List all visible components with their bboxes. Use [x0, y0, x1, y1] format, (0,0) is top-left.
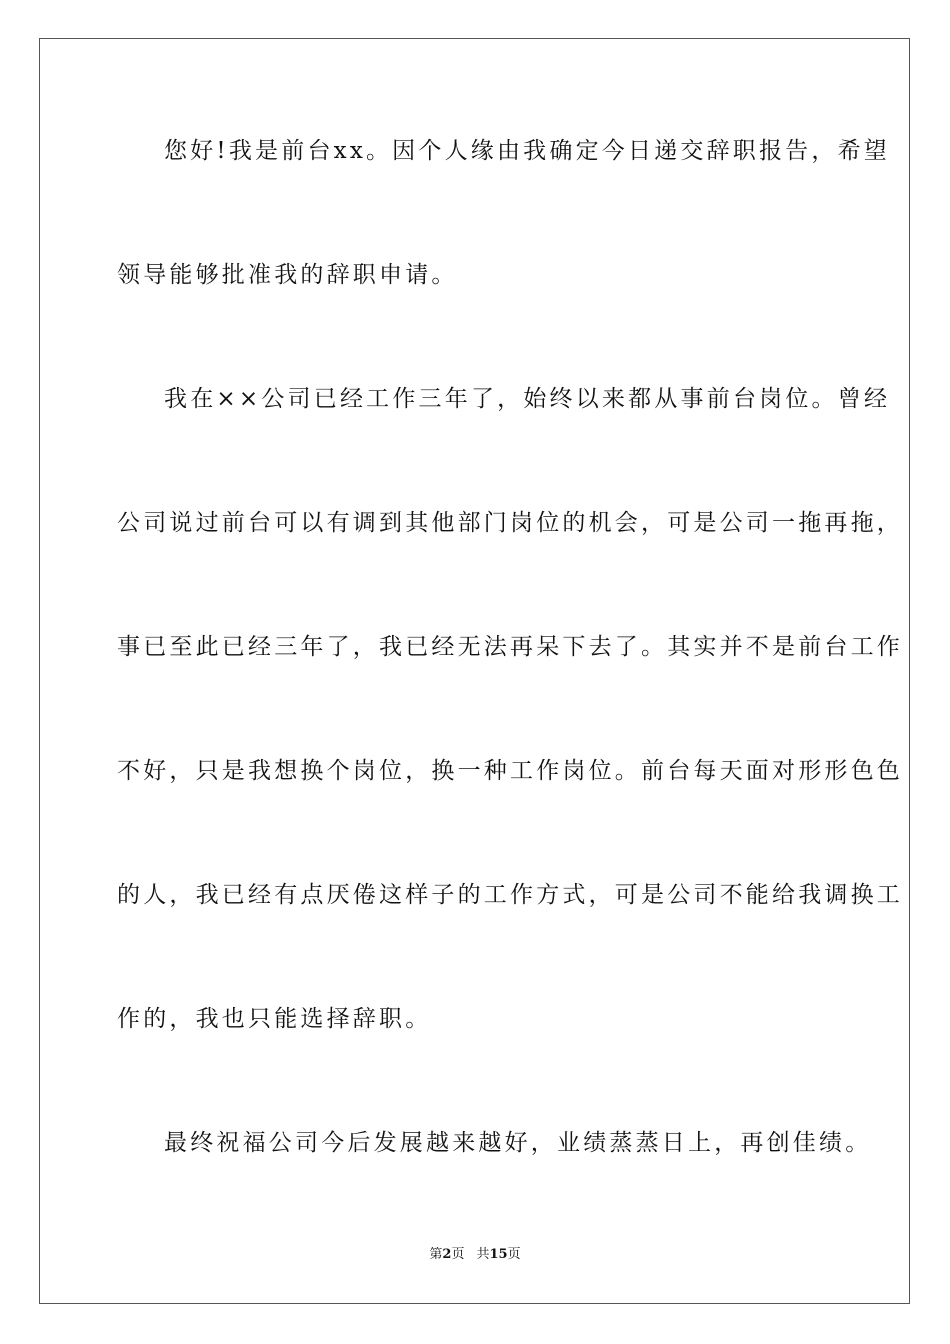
page-footer [0, 1247, 950, 1263]
paragraph-2-line-5: 的人，我已经有点厌倦这样子的工作方式，可是公司不能给我调换工 [117, 882, 903, 908]
footer-page-suffix: 页 [451, 1247, 465, 1262]
paragraph-2-line-3: 事已至此已经三年了，我已经无法再呆下去了。其实并不是前台工作 [117, 634, 903, 660]
current-page-number: 2 [442, 1247, 452, 1262]
paragraph-2-line-6: 作的，我也只能选择辞职。 [117, 1006, 432, 1032]
footer-total-suffix: 页 [507, 1247, 521, 1262]
paragraph-1-line-2: 领导能够批准我的辞职申请。 [117, 262, 458, 288]
footer-prefix: 第 [429, 1247, 443, 1262]
paragraph-2-line-4: 不好，只是我想换个岗位，换一种工作岗位。前台每天面对形形色色 [117, 758, 903, 784]
total-pages-number: 15 [489, 1247, 508, 1262]
paragraph-3-line-1: 最终祝福公司今后发展越来越好，业绩蒸蒸日上，再创佳绩。 [164, 1130, 872, 1156]
paragraph-2-line-2: 公司说过前台可以有调到其他部门岗位的机会，可是公司一拖再拖， [117, 510, 903, 536]
footer-total-prefix: 共 [476, 1247, 490, 1262]
page-border [39, 38, 910, 1304]
paragraph-2-line-1: 我在××公司已经工作三年了，始终以来都从事前台岗位。曾经 [164, 386, 891, 412]
paragraph-1-line-1: 您好!我是前台xx。因个人缘由我确定今日递交辞职报告，希望 [164, 138, 890, 164]
